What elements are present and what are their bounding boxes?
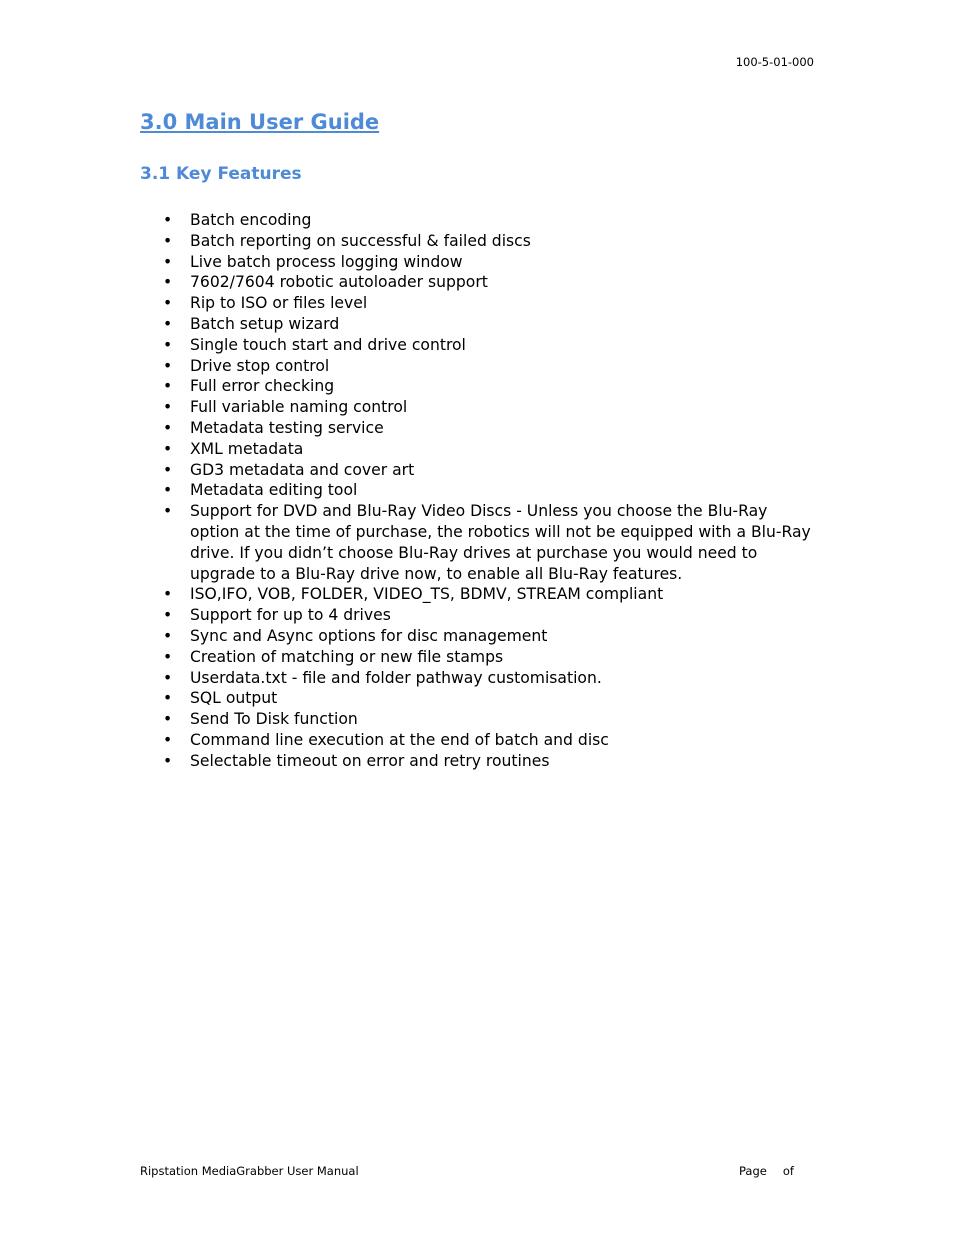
feature-text: XML metadata xyxy=(190,439,304,458)
bullet-icon: • xyxy=(163,668,173,687)
bullet-icon: • xyxy=(163,439,173,458)
feature-item xyxy=(140,397,820,418)
feature-item xyxy=(140,730,820,751)
feature-text: Selectable timeout on error and retry routines xyxy=(190,751,550,770)
feature-text: Drive stop control xyxy=(190,356,330,375)
feature-item xyxy=(140,356,820,377)
bullet-icon: • xyxy=(163,606,173,625)
bullet-icon: • xyxy=(163,751,173,770)
feature-item xyxy=(140,376,820,397)
bullet-icon: • xyxy=(163,335,173,354)
feature-text: Live batch process logging window xyxy=(190,252,463,271)
feature-text: Batch reporting on successful & failed discs xyxy=(190,231,531,250)
feature-item xyxy=(140,751,820,772)
section-heading: 3.1 Key Features xyxy=(140,164,302,184)
feature-text: Creation of matching or new file stamps xyxy=(190,647,504,666)
feature-text: Rip to ISO or files level xyxy=(190,294,368,313)
feature-text: Full error checking xyxy=(190,377,335,396)
bullet-icon: • xyxy=(163,211,173,229)
feature-text: Support for DVD and Blu-Ray Video Discs - Unless you choose the Blu-Ray option at the time of purchase, the robotics will not be equipped with a Blu-Ray drive. If you didn’t choose Blu-Ray drives at purchase you would need to upgrade to a Blu-Ray drive now, to enable all Blu-Ray features. xyxy=(190,502,811,583)
feature-text: ISO,IFO, VOB, FOLDER, VIDEO_TS, BDMV, STREAM compliant xyxy=(190,585,664,604)
feature-item xyxy=(140,460,820,481)
feature-text: Support for up to 4 drives xyxy=(190,606,391,625)
feature-text: Metadata editing tool xyxy=(190,481,358,500)
main-heading[interactable]: 3.0 Main User Guide xyxy=(140,110,380,134)
bullet-icon: • xyxy=(163,377,173,396)
feature-item xyxy=(140,231,820,252)
feature-item xyxy=(140,418,820,439)
feature-text: Command line execution at the end of batch and disc xyxy=(190,730,609,749)
feature-item xyxy=(140,480,820,501)
feature-text: Batch encoding xyxy=(190,211,312,229)
feature-item xyxy=(140,314,820,335)
feature-item xyxy=(140,688,820,709)
feature-item xyxy=(140,647,820,668)
footer-page-number xyxy=(739,1164,794,1178)
key-features-list xyxy=(140,210,820,772)
bullet-icon: • xyxy=(163,710,173,729)
feature-item xyxy=(140,293,820,314)
feature-item xyxy=(140,439,820,460)
bullet-icon: • xyxy=(163,418,173,437)
bullet-icon: • xyxy=(163,356,173,375)
feature-text: SQL output xyxy=(190,689,278,708)
feature-item xyxy=(140,501,820,584)
feature-text: Userdata.txt - file and folder pathway customisation. xyxy=(190,668,602,687)
footer-of-label: of xyxy=(782,1164,794,1178)
feature-text: Sync and Async options for disc management xyxy=(190,626,548,645)
feature-item xyxy=(140,210,820,231)
bullet-icon: • xyxy=(163,481,173,500)
feature-item xyxy=(140,272,820,293)
feature-item xyxy=(140,335,820,356)
bullet-icon: • xyxy=(163,398,173,417)
feature-item xyxy=(140,668,820,689)
bullet-icon: • xyxy=(163,231,173,250)
feature-item xyxy=(140,252,820,273)
bullet-icon: • xyxy=(163,626,173,645)
feature-item xyxy=(140,605,820,626)
bullet-icon: • xyxy=(163,252,173,271)
feature-text: Batch setup wizard xyxy=(190,314,340,333)
feature-item xyxy=(140,584,820,605)
document-id: 100-5-01-000 xyxy=(735,55,814,69)
bullet-icon: • xyxy=(163,585,173,604)
bullet-icon: • xyxy=(163,647,173,666)
bullet-icon: • xyxy=(163,689,173,708)
feature-text: Full variable naming control xyxy=(190,398,408,417)
feature-item xyxy=(140,626,820,647)
feature-text: GD3 metadata and cover art xyxy=(190,460,415,479)
feature-item xyxy=(140,709,820,730)
bullet-icon: • xyxy=(163,314,173,333)
bullet-icon: • xyxy=(163,502,173,521)
bullet-icon: • xyxy=(163,730,173,749)
footer-manual-title: Ripstation MediaGrabber User Manual xyxy=(140,1164,359,1178)
feature-text: Single touch start and drive control xyxy=(190,335,466,354)
feature-text: Metadata testing service xyxy=(190,418,384,437)
bullet-icon: • xyxy=(163,294,173,313)
bullet-icon: • xyxy=(163,460,173,479)
feature-text: Send To Disk function xyxy=(190,710,358,729)
feature-text: 7602/7604 robotic autoloader support xyxy=(190,273,488,292)
footer-page-label: Page xyxy=(739,1164,767,1178)
bullet-icon: • xyxy=(163,273,173,292)
